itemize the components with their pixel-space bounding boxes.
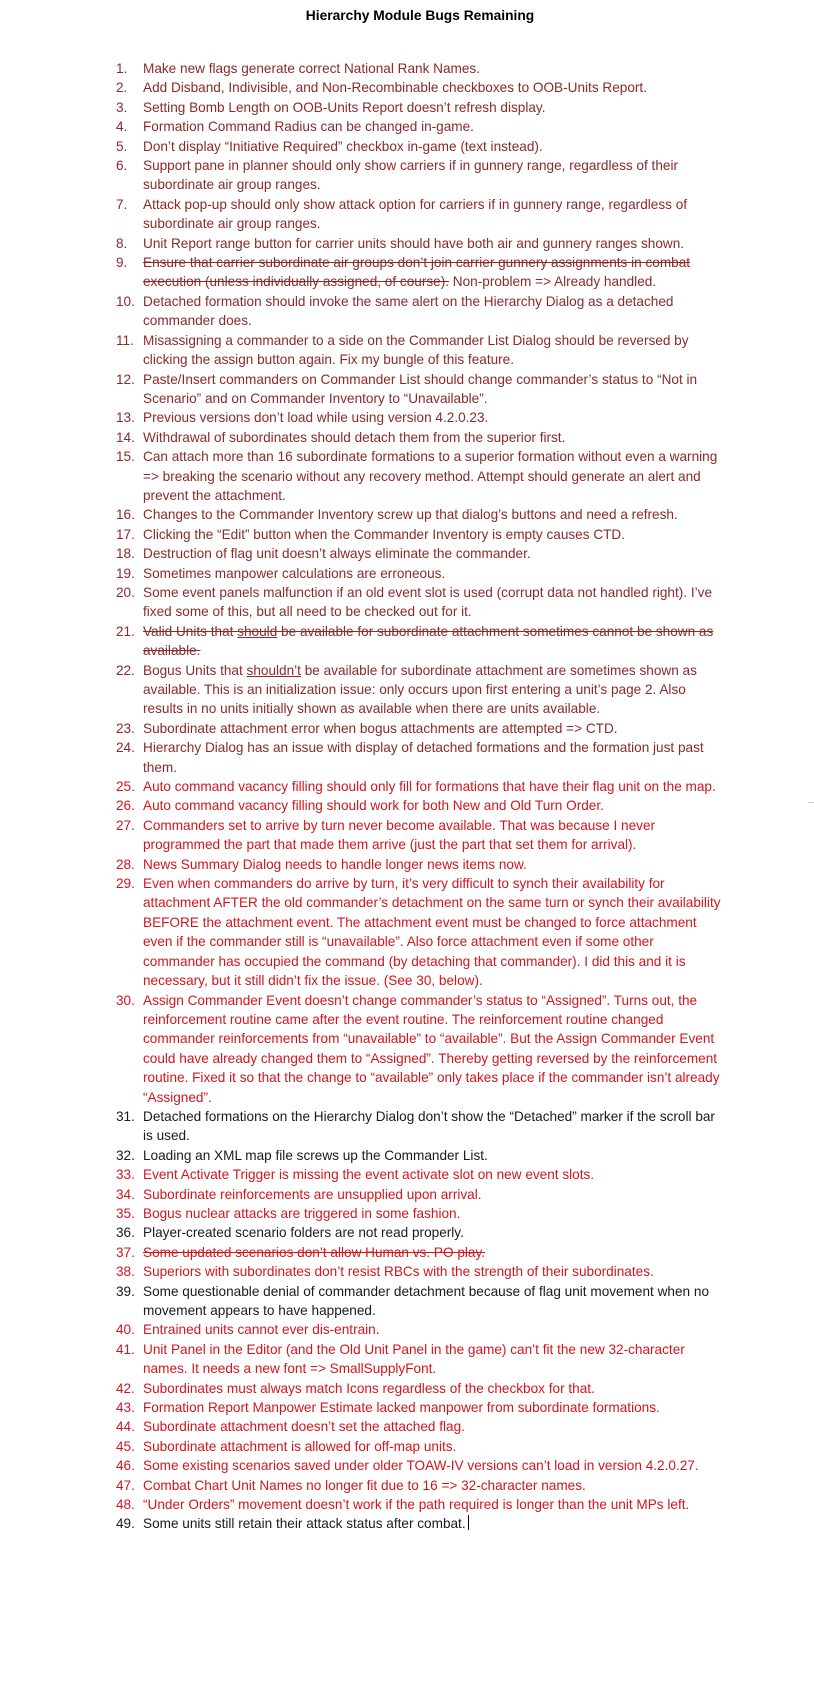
bug-item-text: be available for subordinate attachment are sometimes shown as available. This is an initialization issue: only occurs upon first entering a unit’s page 2. Also results in no units initially shown as available when there are units available. <box>143 662 697 717</box>
bug-item-text: Even when commanders do arrive by turn, it’s very difficult to synch their availability for attachment AFTER the old commander’s detachment on the same turn or synch their availability BEFORE the attachment event. The attachment event must be changed to force attachment even if the commander still is “unavailable”. Also force attachment even if some other commander has occupied the command (by detaching that commander). I did this and it is necessary, but it still didn’t fix the issue. (See 30, below). <box>143 876 721 989</box>
bug-item-number: 4. <box>116 119 128 135</box>
bug-item-number: 30. <box>116 992 135 1008</box>
bug-item <box>116 370 726 409</box>
bug-item-number: 48. <box>116 1497 135 1513</box>
bug-item-text: News Summary Dialog needs to handle longer news items now. <box>143 856 527 872</box>
bug-item <box>116 447 726 505</box>
bug-item-number: 49. <box>116 1516 135 1532</box>
bug-item-number: 22. <box>116 662 135 678</box>
bug-item-text: Changes to the Commander Inventory screw up that dialog’s buttons and need a refresh. <box>143 507 678 523</box>
bug-item-number: 7. <box>116 196 128 212</box>
text-cursor <box>468 1515 469 1530</box>
bug-item-number: 2. <box>116 80 128 96</box>
bug-item-text: “Under Orders” movement doesn’t work if the path required is longer than the unit MPs left. <box>143 1497 690 1513</box>
bug-item-number: 21. <box>116 623 135 639</box>
bug-item-number: 26. <box>116 798 135 814</box>
bug-item-number: 47. <box>116 1477 135 1493</box>
bug-item-text: Auto command vacancy filling should only fill for formations that have their flag unit on the map. <box>143 779 716 795</box>
bug-item-text: Subordinates must always match Icons regardless of the checkbox for that. <box>143 1380 595 1396</box>
bug-item-number: 25. <box>116 779 135 795</box>
bug-item <box>116 1514 726 1533</box>
bug-item <box>116 1495 726 1514</box>
bug-item <box>116 622 726 661</box>
bug-item <box>116 1398 726 1417</box>
bug-item <box>116 1107 726 1146</box>
bug-item-number: 46. <box>116 1458 135 1474</box>
bug-item-number: 6. <box>116 158 128 174</box>
bug-item-number: 39. <box>116 1283 135 1299</box>
bug-item-text: Some units still retain their attack status after combat. <box>143 1516 466 1532</box>
bug-item-text: Hierarchy Dialog has an issue with display of detached formations and the formation just past them. <box>143 740 704 775</box>
bug-list <box>116 59 726 1534</box>
bug-item <box>116 98 726 117</box>
bug-item-text: Assign Commander Event doesn’t change commander’s status to “Assigned”. Turns out, the reinforcement routine came after the event routine. The reinforcement routine changed commander reinforcements from “unavailable” to “available”. But the Assign Commander Event could have already changed them to “Assigned”. Thereby getting reversed by the reinforcement routine. Fixed it so that the change to “available” only takes place if the commander isn’t already “Assigned”. <box>143 992 720 1105</box>
bug-item-number: 11. <box>116 332 134 348</box>
bug-item-text: Unit Report range button for carrier units should have both air and gunnery ranges shown. <box>143 235 685 251</box>
bug-item <box>116 331 726 370</box>
bug-item-text: Auto command vacancy filling should work for both New and Old Turn Order. <box>143 798 604 814</box>
bug-item-number: 31. <box>116 1108 135 1124</box>
bug-item <box>116 428 726 447</box>
bug-item-text: Loading an XML map file screws up the Commander List. <box>143 1147 488 1163</box>
bug-item <box>116 137 726 156</box>
bug-item-text: Event Activate Trigger is missing the event activate slot on new event slots. <box>143 1167 595 1183</box>
bug-item <box>116 117 726 136</box>
bug-item <box>116 1223 726 1242</box>
bug-item-number: 33. <box>116 1167 135 1183</box>
bug-item-text: Previous versions don’t load while using version 4.2.0.23. <box>143 410 489 426</box>
bug-item-text: Commanders set to arrive by turn never become available. That was because I never programmed the part that made them arrive (just the part that set them for arrival). <box>143 817 656 853</box>
bug-item <box>116 583 726 622</box>
bug-item-number: 23. <box>116 720 135 736</box>
bug-item-text: Withdrawal of subordinates should detach them from the superior first. <box>143 429 566 445</box>
bug-item-number: 35. <box>116 1205 135 1221</box>
bug-item-text: Destruction of flag unit doesn’t always eliminate the commander. <box>143 546 531 562</box>
bug-item-text: should <box>237 623 278 639</box>
bug-item-text: Detached formation should invoke the same alert on the Hierarchy Dialog as a detached commander does. <box>143 293 674 329</box>
bug-item-text: Subordinate attachment error when bogus attachments are attempted => CTD. <box>143 720 618 736</box>
bug-item <box>116 1379 726 1398</box>
bug-item-text: Don’t display “Initiative Required” checkbox in-game (text instead). <box>143 138 543 154</box>
bug-item <box>116 719 726 738</box>
bug-item <box>116 738 726 777</box>
bug-item <box>116 59 726 78</box>
bug-item-number: 43. <box>116 1400 135 1416</box>
bug-item <box>116 292 726 331</box>
bug-item-text: Add Disband, Indivisible, and Non-Recombinable checkboxes to OOB-Units Report. <box>143 80 647 96</box>
bug-item <box>116 156 726 195</box>
bug-item-text: Some updated scenarios don’t allow Human vs. PO play. <box>143 1244 486 1260</box>
bug-item <box>116 1456 726 1475</box>
bug-item-number: 24. <box>116 740 135 756</box>
bug-item-text: Formation Report Manpower Estimate lacked manpower from subordinate formations. <box>143 1400 660 1416</box>
bug-item-text: Subordinate reinforcements are unsupplied upon arrival. <box>143 1186 482 1202</box>
bug-item-text: Clicking the “Edit” button when the Commander Inventory is empty causes CTD. <box>143 526 626 542</box>
bug-item-text: Non-problem => Already handled. <box>449 274 657 290</box>
bug-item-number: 36. <box>116 1225 135 1241</box>
bug-item <box>116 1204 726 1223</box>
bug-item <box>116 874 726 990</box>
bug-item <box>116 855 726 874</box>
bug-item-number: 32. <box>116 1147 135 1163</box>
bug-item <box>116 1320 726 1339</box>
bug-item-number: 9. <box>116 255 128 271</box>
bug-item-text: Make new flags generate correct National Rank Names. <box>143 61 480 76</box>
bug-item-text: Attack pop-up should only show attack option for carriers if in gunnery range, regardless of subordinate air group ranges. <box>143 196 688 232</box>
bug-item-number: 15. <box>116 449 135 465</box>
bug-item <box>116 991 726 1107</box>
bug-item-number: 42. <box>116 1380 135 1396</box>
bug-item-number: 14. <box>116 429 135 445</box>
document-title: Hierarchy Module Bugs Remaining <box>305 8 535 23</box>
bug-item-number: 29. <box>116 876 135 892</box>
bug-item-number: 37. <box>116 1244 135 1260</box>
bug-item-number: 34. <box>116 1186 135 1202</box>
bug-item-number: 27. <box>116 817 135 833</box>
bug-item-text: Ensure that carrier subordinate air groups don’t join carrier gunnery assignments in combat execution (unless individually assigned, of course). <box>143 255 691 290</box>
bug-item-number: 10. <box>116 293 135 309</box>
bug-item-number: 41. <box>116 1341 135 1357</box>
bug-item-text: Unit Panel in the Editor (and the Old Unit Panel in the game) can’t fit the new 32-character names. It needs a new font => SmallSupplyFont. <box>143 1341 685 1377</box>
bug-item-text: Sometimes manpower calculations are erroneous. <box>143 565 446 581</box>
bug-item-text: Superiors with subordinates don’t resist RBCs with the strength of their subordinates. <box>143 1264 654 1280</box>
page-edge-mark <box>808 802 814 803</box>
bug-item-number: 17. <box>116 526 135 542</box>
bug-item <box>116 564 726 583</box>
bug-item-text: Player-created scenario folders are not read properly. <box>143 1225 464 1241</box>
bug-item <box>116 1185 726 1204</box>
bug-item <box>116 1243 726 1262</box>
bug-item-number: 16. <box>116 507 135 523</box>
bug-item <box>116 1476 726 1495</box>
bug-item-text: Detached formations on the Hierarchy Dialog don’t show the “Detached” marker if the scroll bar is used. <box>143 1108 715 1144</box>
bug-item-number: 12. <box>116 371 135 387</box>
bug-item-number: 40. <box>116 1322 135 1338</box>
bug-item-text: shouldn’t <box>246 662 301 678</box>
bug-item-text: Formation Command Radius can be changed in-game. <box>143 119 474 135</box>
bug-item <box>116 505 726 524</box>
bug-item-text: Bogus nuclear attacks are triggered in some fashion. <box>143 1205 461 1221</box>
bug-item <box>116 1417 726 1436</box>
bug-item-number: 13. <box>116 410 135 426</box>
bug-item-text: Misassigning a commander to a side on the Commander List Dialog should be reversed by clicking the assign button again. Fix my bungle of this feature. <box>143 332 689 368</box>
bug-item-number: 18. <box>116 546 135 562</box>
bug-item <box>116 544 726 563</box>
bug-item <box>116 777 726 796</box>
bug-item-text: Can attach more than 16 subordinate formations to a superior formation without even a warning => breaking the scenario without any recovery method. Attempt should generate an alert and prevent the attachment. <box>143 449 718 503</box>
bug-item-number: 1. <box>116 61 128 76</box>
bug-item-number: 28. <box>116 856 135 872</box>
bug-item <box>116 796 726 815</box>
bug-item <box>116 195 726 234</box>
bug-item-text: Setting Bomb Length on OOB-Units Report doesn’t refresh display. <box>143 99 546 115</box>
bug-item-text: Some existing scenarios saved under older TOAW-IV versions can’t load in version 4.2.0.27. <box>143 1458 699 1474</box>
bug-item-text: Support pane in planner should only show carriers if in gunnery range, regardless of their subordinate air group ranges. <box>143 158 678 193</box>
bug-item <box>116 661 726 719</box>
bug-item <box>116 1262 726 1281</box>
bug-item-text: Combat Chart Unit Names no longer fit due to 16 => 32-character names. <box>143 1477 586 1493</box>
bug-item-text: Subordinate attachment is allowed for off-map units. <box>143 1438 457 1454</box>
bug-item <box>116 1437 726 1456</box>
bug-item-number: 8. <box>116 235 128 251</box>
bug-item <box>116 1282 726 1321</box>
bug-item-number: 5. <box>116 138 128 154</box>
bug-item-text: Paste/Insert commanders on Commander List should change commander’s status to “Not in Scenario” and on Commander Inventory to “Unavailable”. <box>143 371 698 406</box>
bug-item <box>116 816 726 855</box>
bug-item-number: 3. <box>116 99 128 115</box>
bug-item-text: be available for subordinate attachment sometimes cannot be shown as available. <box>143 623 714 659</box>
bug-item-number: 38. <box>116 1264 135 1280</box>
bug-item-text: Some event panels malfunction if an old event slot is used (corrupt data not handled right). I’ve fixed some of this, but all need to be checked out for it. <box>143 584 712 620</box>
bug-item <box>116 1165 726 1184</box>
bug-item <box>116 525 726 544</box>
bug-item-number: 19. <box>116 565 135 581</box>
bug-item-text: Some questionable denial of commander detachment because of flag unit movement when no movement appears to have happened. <box>143 1283 709 1318</box>
bug-item-number: 20. <box>116 584 135 600</box>
bug-item-text: Bogus Units that <box>143 662 247 678</box>
bug-item <box>116 253 726 292</box>
bug-item-text: Subordinate attachment doesn’t set the attached flag. <box>143 1419 465 1435</box>
bug-item-number: 45. <box>116 1438 135 1454</box>
bug-item-text: Entrained units cannot ever dis-entrain. <box>143 1322 380 1338</box>
bug-item <box>116 408 726 427</box>
bug-item <box>116 78 726 97</box>
bug-item <box>116 1340 726 1379</box>
bug-item-number: 44. <box>116 1419 135 1435</box>
bug-item <box>116 1146 726 1165</box>
bug-item <box>116 234 726 253</box>
bug-item-text: Valid Units that <box>143 623 238 639</box>
